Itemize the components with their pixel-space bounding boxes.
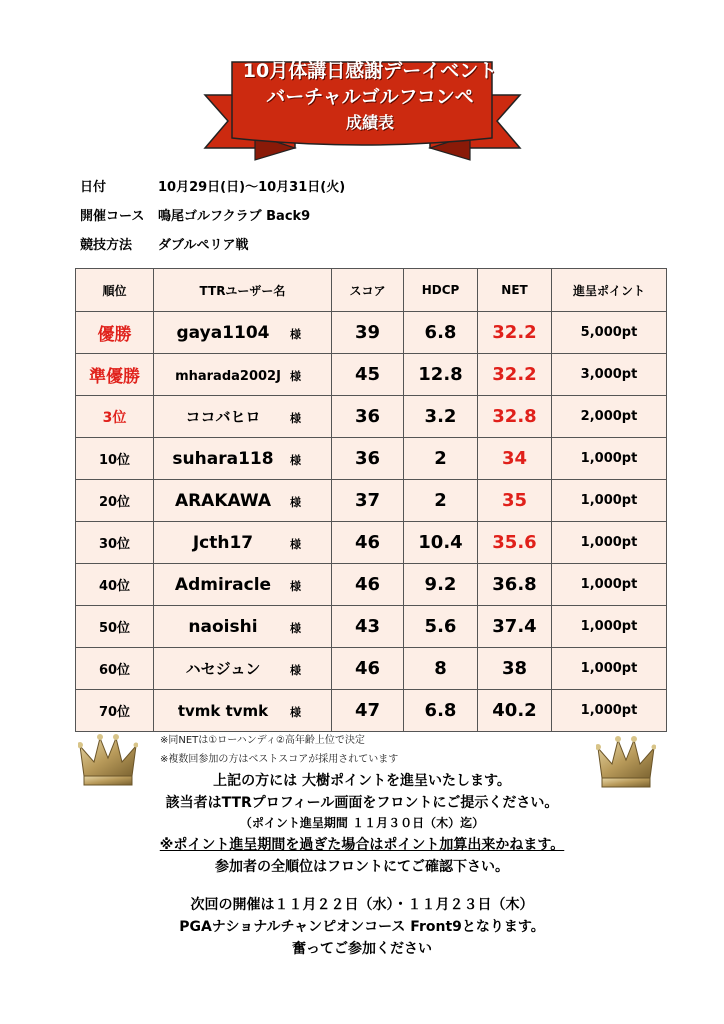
net-cell: 35.6	[478, 522, 552, 564]
hdcp-cell: 10.4	[404, 522, 478, 564]
net-cell: 38	[478, 648, 552, 690]
hdcp-cell: 5.6	[404, 606, 478, 648]
hdcp-cell: 2	[404, 480, 478, 522]
points-cell: 1,000pt	[552, 522, 667, 564]
hdcp-cell: 6.8	[404, 312, 478, 354]
hdcp-cell: 3.2	[404, 396, 478, 438]
message-present-profile: 該当者はTTRプロフィール画面をフロントにご提示ください。	[165, 795, 559, 811]
note-tiebreak: ※同NETは①ローハンディ②高年齢上位で決定	[160, 735, 365, 746]
honorific: 様	[290, 412, 301, 425]
header-points: 進呈ポイント	[552, 269, 667, 312]
message-invite: 奮ってご参加ください	[292, 941, 432, 957]
net-cell: 36.8	[478, 564, 552, 606]
date-value: 10月29日(日)〜10月31日(火)	[158, 180, 346, 195]
message-warning	[0, 834, 724, 854]
points-cell: 1,000pt	[552, 606, 667, 648]
points-cell: 1,000pt	[552, 690, 667, 732]
header-score: スコア	[332, 269, 404, 312]
header-username: TTRユーザー名	[154, 269, 332, 312]
honorific: 様	[290, 622, 301, 635]
points-cell: 3,000pt	[552, 354, 667, 396]
points-cell: 1,000pt	[552, 564, 667, 606]
hdcp-cell: 6.8	[404, 690, 478, 732]
banner-line-1: 10月体講日感謝デーイベント	[242, 60, 498, 82]
username-cell	[154, 690, 332, 732]
honorific: 様	[290, 706, 301, 719]
honorific: 様	[290, 328, 301, 341]
username-cell	[154, 312, 332, 354]
message-period: （ポイント進呈期間 １１月３０日（木）迄）	[239, 816, 485, 830]
username: ハセジュン	[185, 660, 261, 678]
honorific: 様	[290, 370, 301, 383]
header-hdcp: HDCP	[404, 269, 478, 312]
honorific: 様	[290, 538, 301, 551]
username: Jcth17	[192, 532, 254, 553]
net-cell: 34	[478, 438, 552, 480]
points-cell: 1,000pt	[552, 648, 667, 690]
score-cell: 39	[332, 312, 404, 354]
username: naoishi	[188, 616, 258, 637]
username-cell	[154, 480, 332, 522]
points-cell: 5,000pt	[552, 312, 667, 354]
banner-title	[230, 58, 510, 136]
rank-cell: 60位	[76, 648, 154, 690]
score-cell: 45	[332, 354, 404, 396]
username-cell	[154, 438, 332, 480]
username-cell	[154, 648, 332, 690]
rank-cell: 70位	[76, 690, 154, 732]
message-points: 上記の方には 大樹ポイントを進呈いたします。	[213, 773, 511, 789]
honorific: 様	[290, 580, 301, 593]
results-table	[75, 268, 667, 732]
honorific: 様	[290, 496, 301, 509]
course-value: 鳴尾ゴルフクラブ Back9	[158, 209, 311, 224]
table-row	[76, 690, 667, 732]
username: mharada2002J	[175, 369, 281, 384]
rank-cell: 30位	[76, 522, 154, 564]
warning-text: ※ポイント進呈期間を過ぎた場合はポイント加算出来かねます。	[159, 837, 565, 853]
rank-cell: 10位	[76, 438, 154, 480]
info-course	[80, 205, 310, 224]
method-value: ダブルペリア戦	[158, 238, 249, 253]
hdcp-cell: 12.8	[404, 354, 478, 396]
score-cell: 43	[332, 606, 404, 648]
score-cell: 46	[332, 564, 404, 606]
net-cell: 35	[478, 480, 552, 522]
username: ARAKAWA	[174, 490, 272, 511]
table-row	[76, 480, 667, 522]
hdcp-cell: 2	[404, 438, 478, 480]
table-row	[76, 438, 667, 480]
table-row	[76, 354, 667, 396]
info-date	[80, 176, 345, 195]
honorific: 様	[290, 454, 301, 467]
score-cell: 46	[332, 522, 404, 564]
method-label: 競技方法	[80, 238, 133, 253]
username: ココバヒロ	[185, 408, 261, 426]
net-cell: 32.2	[478, 354, 552, 396]
header-net: NET	[478, 269, 552, 312]
message-next-event: 次回の開催は１１月２２日（水）・１１月２３日（木）	[190, 897, 534, 913]
table-row	[76, 396, 667, 438]
username-cell	[154, 522, 332, 564]
rank-cell: 優勝	[76, 312, 154, 354]
username-cell	[154, 564, 332, 606]
rank-cell: 準優勝	[76, 354, 154, 396]
username: gaya1104	[176, 322, 270, 343]
course-label: 開催コース	[80, 209, 145, 224]
username: suhara118	[172, 448, 274, 469]
note-best-score: ※複数回参加の方はベストスコアが採用されています	[160, 754, 399, 765]
net-cell: 37.4	[478, 606, 552, 648]
score-cell: 36	[332, 438, 404, 480]
table-row	[76, 648, 667, 690]
hdcp-cell: 9.2	[404, 564, 478, 606]
net-cell: 40.2	[478, 690, 552, 732]
username-cell	[154, 396, 332, 438]
date-label: 日付	[80, 180, 107, 195]
honorific: 様	[290, 664, 301, 677]
points-cell: 2,000pt	[552, 396, 667, 438]
header-rank: 順位	[76, 269, 154, 312]
rank-cell: 50位	[76, 606, 154, 648]
table-row	[76, 564, 667, 606]
username-cell	[154, 606, 332, 648]
username: Admiracle	[174, 574, 272, 595]
score-cell: 46	[332, 648, 404, 690]
net-cell: 32.8	[478, 396, 552, 438]
banner-line-2: バーチャルゴルフコンペ	[266, 86, 474, 108]
username-cell	[154, 354, 332, 396]
score-cell: 37	[332, 480, 404, 522]
table-row	[76, 522, 667, 564]
table-row	[76, 606, 667, 648]
username: tvmk tvmk	[177, 702, 269, 720]
rank-cell: 3位	[76, 396, 154, 438]
points-cell: 1,000pt	[552, 438, 667, 480]
net-cell: 32.2	[478, 312, 552, 354]
rank-cell: 20位	[76, 480, 154, 522]
message-next-course: PGAナショナルチャンピオンコース Front9となります。	[179, 919, 545, 935]
info-method	[80, 234, 248, 253]
table-header-row	[76, 269, 667, 312]
score-cell: 36	[332, 396, 404, 438]
table-row	[76, 312, 667, 354]
rank-cell: 40位	[76, 564, 154, 606]
points-cell: 1,000pt	[552, 480, 667, 522]
message-all-ranks: 参加者の全順位はフロントにてご確認下さい。	[215, 859, 509, 875]
banner-line-3: 成績表	[345, 113, 394, 132]
hdcp-cell: 8	[404, 648, 478, 690]
score-cell: 47	[332, 690, 404, 732]
